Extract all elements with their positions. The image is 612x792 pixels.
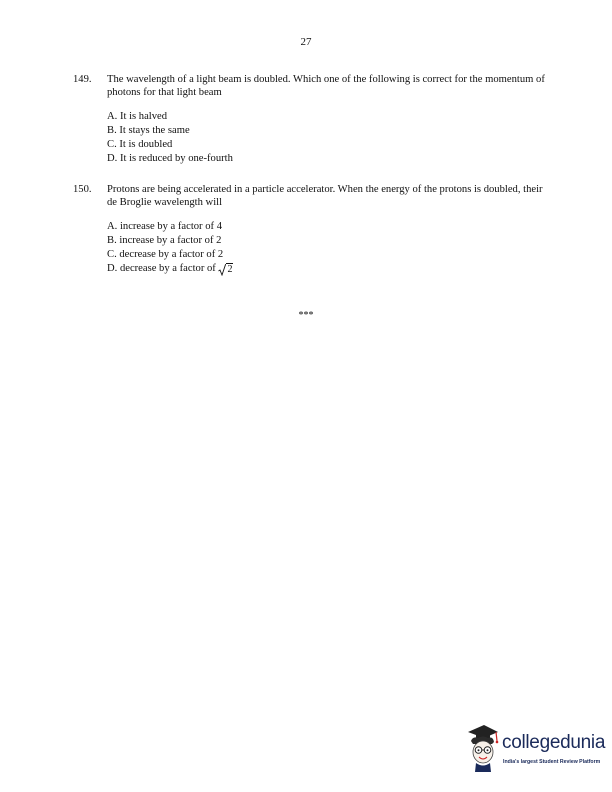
mascot-icon <box>464 722 500 774</box>
page-number: 27 <box>300 36 312 48</box>
question-text: Protons are being accelerated in a particle accelerator. When the energy of the protons is doubled, their de Broglie wavelength will <box>107 184 543 208</box>
question-number: 149. <box>73 74 92 85</box>
question-number: 150. <box>73 184 92 195</box>
question-text: The wavelength of a light beam is doubled. Which one of the following is correct for the momentum of photons for that light beam <box>107 74 545 98</box>
option-b: B. It stays the same <box>107 125 190 136</box>
logo-tagline: India's largest Student Review Platform <box>503 759 601 765</box>
options-list <box>107 110 553 166</box>
question-150 <box>73 183 553 277</box>
options-list <box>107 220 553 277</box>
option-b: B. increase by a factor of 2 <box>107 235 222 246</box>
option-c: C. decrease by a factor of 2 <box>107 249 224 260</box>
option-a: A. It is halved <box>107 111 168 122</box>
question-149 <box>73 73 553 166</box>
option-d: D. It is reduced by one-fourth <box>107 153 233 164</box>
option-d <box>107 262 553 277</box>
collegedunia-logo <box>464 722 604 774</box>
option-c: C. It is doubled <box>107 139 173 150</box>
square-root <box>218 263 233 277</box>
radicand: 2 <box>227 264 233 275</box>
end-separator: *** <box>298 310 314 321</box>
option-d-text: D. decrease by a factor of <box>107 263 216 274</box>
logo-wordmark: collegedunia <box>502 732 606 753</box>
option-a: A. increase by a factor of 4 <box>107 221 223 232</box>
